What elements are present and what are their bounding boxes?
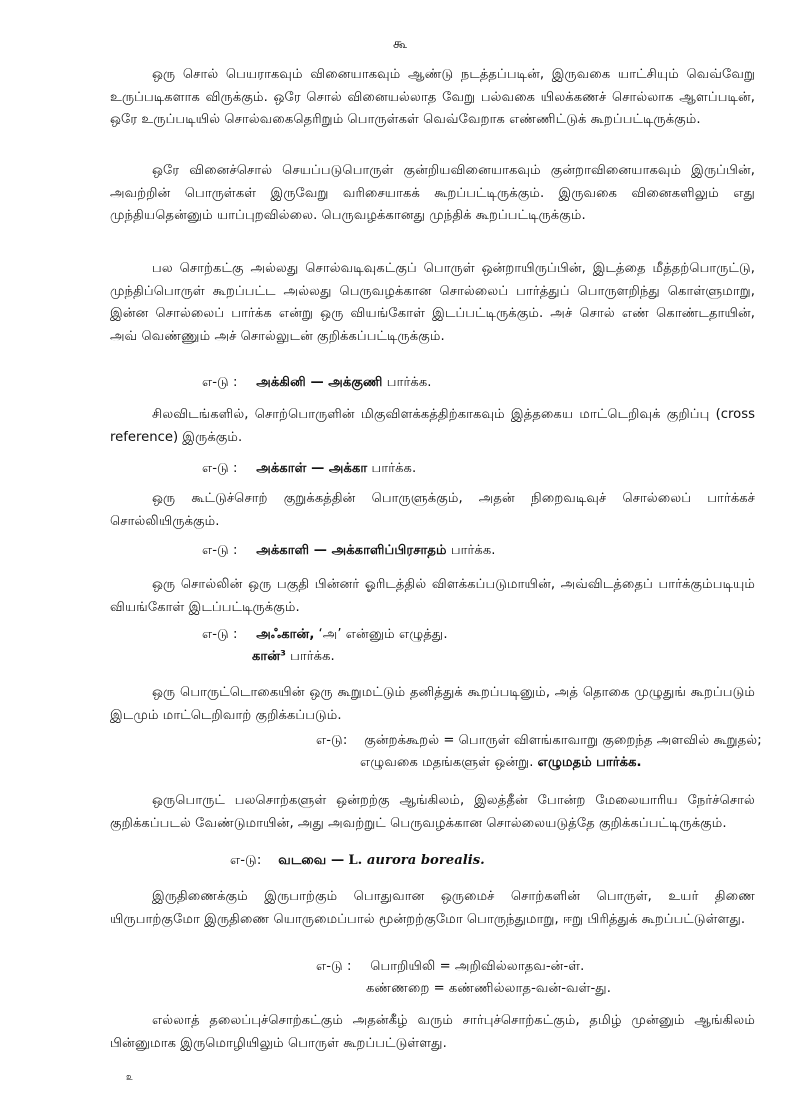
paragraph-text: ஒரு சொல் பெயராகவும் வினையாகவும் ஆண்டு நடத்தப்படின், இருவகை யாட்சியும் வெவ்வேறு உருப்படிகளாக விருக்கும். ஒரே சொல் வினையல்லாத வேறு பல்வகை யிலக்கணச் சொல்லாக ஆளப்படின், ஒரே உருப்படியில் சொல்வகைதெரிறும் பொருள்கள் வெவ்வேறாக எண்ணிட்டுக் கூறப்பட்டிருக்கும். (110, 67, 755, 127)
example-continuation (316, 978, 611, 1000)
paragraph-text: பல சொற்கட்கு அல்லது சொல்வடிவுகட்குப் பொருள் ஒன்றாயிருப்பின், இடத்தை மீத்தற்பொருட்டு, முந்திப்பொருள் கூறப்பட்ட அல்லது பெருவழக்கான சொல்லைப் பார்த்துப் பொருளறிந்து கொள்ளுமாறு, இன்ன சொல்லைப் பார்க்க என்று ஒரு வியங்கோள் இடப்பட்டிருக்கும். அச் சொல் எண் கொண்டதாயின், அவ் வெண்ணும் அச் சொல்லுடன் குறிக்கப்பட்டிருக்கும். (110, 261, 755, 344)
paragraph-4 (110, 404, 755, 449)
example-2 (202, 458, 416, 480)
paragraph-3 (110, 258, 755, 348)
example-label: எ-டு : (202, 627, 238, 642)
latin-equivalent (348, 853, 484, 868)
example-text: குன்றக்கூறல் = பொருள் விளங்காவாறு குறைந்த அளவில் கூறுதல்; (364, 733, 762, 748)
paragraph-text: ஒருபொருட் பலசொற்களுள் ஒன்றற்கு ஆங்கிலம், இலத்தீன் போன்ற மேலையாரிய நேர்ச்சொல் குறிக்கப்படல் வேண்டுமாயின், அது அவற்றுட் பெருவழக்கான சொல்லையடுத்தே குறிக்கப்பட்டிருக்கும். (110, 793, 755, 831)
paragraph-8 (110, 790, 755, 835)
example-label: எ-டு : (316, 959, 352, 974)
latin-prefix: L. (348, 853, 363, 868)
example-term: அக்காளி — அக்காளிப்பிரசாதம் (256, 543, 447, 558)
example-7 (316, 956, 611, 1000)
example-label: எ-டு: (230, 853, 262, 868)
example-term: அக்கினி — அக்குணி (256, 375, 383, 390)
example-term: அஃகான், (256, 627, 315, 642)
example-continuation (202, 646, 448, 668)
example-text: பார்க்க. (596, 755, 642, 770)
example-text: பார்க்க. (386, 375, 432, 390)
paragraph-7 (110, 682, 755, 727)
example-continuation (316, 752, 762, 774)
example-4 (202, 624, 448, 668)
paragraph-text: சிலவிடங்களில், சொற்பொருளின் மிகுவிளக்கத்திற்காகவும் இத்தகைய மாட்டெறிவுக் குறிப்பு (cross reference) இருக்கும். (110, 407, 755, 445)
example-text: எழுவகை மதங்களுள் ஒன்று. (360, 755, 534, 770)
footer-mark: ௨ (126, 1072, 134, 1083)
page-number: கூ (392, 36, 408, 52)
example-label: எ-டு : (202, 543, 238, 558)
paragraph-6 (110, 574, 755, 619)
example-term: வடவை — (278, 853, 345, 868)
paragraph-text: இருதிணைக்கும் இருபாற்கும் பொதுவான ஒருமைச் சொற்களின் பொருள், உயர் திணை யிருபாற்குமோ இருதிணை யொருமைப்பால் மூன்றற்குமோ பொருந்துமாறு, ஈறு பிரித்துக் கூறப்பட்டுள்ளது. (110, 889, 755, 927)
example-text: பொறியிலி = அறிவில்லாதவ-ன்-ள். (370, 959, 585, 974)
paragraph-text: எல்லாத் தலைப்புச்சொற்கட்கும் அதன்கீழ் வரும் சார்புச்சொற்கட்கும், தமிழ் முன்னும் ஆங்கிலம் பின்னுமாக இருமொழியிலும் பொருள் கூறப்பட்டுள்ளது. (110, 1013, 755, 1051)
example-1 (202, 372, 431, 394)
example-text: பார்க்க. (450, 543, 496, 558)
example-3 (202, 540, 495, 562)
example-5 (316, 730, 762, 774)
example-label: எ-டு : (202, 375, 238, 390)
example-text: பார்க்க. (371, 461, 417, 476)
paragraph-text: ஒரு சொல்லின் ஒரு பகுதி பின்னர் ஓரிடத்தில் விளக்கப்படுமாயின், அவ்விடத்தைப் பார்க்கும்படியும் வியங்கோள் இடப்பட்டிருக்கும். (110, 577, 755, 615)
example-label: எ-டு : (202, 461, 238, 476)
example-term: அக்காள் — அக்கா (256, 461, 368, 476)
paragraph-2 (110, 160, 755, 228)
paragraph-text: ஒரு கூட்டுச்சொற் குறுக்கத்தின் பொருளுக்கும், அதன் நிறைவடிவுச் சொல்லைப் பார்க்கச் சொல்லியிருக்கும். (110, 491, 755, 529)
paragraph-10 (110, 1010, 755, 1055)
example-label: எ-டு: (316, 733, 348, 748)
paragraph-9 (110, 886, 755, 931)
example-text: கண்ணறை = கண்ணில்லாத-வன்-வள்-து. (366, 981, 611, 996)
paragraph-5 (110, 488, 755, 533)
example-term: எழுமதம் (537, 755, 592, 770)
example-6 (230, 850, 485, 872)
example-text: ‘அ’ என்னும் எழுத்து. (318, 627, 448, 642)
example-text: பார்க்க. (290, 649, 335, 664)
paragraph-text: ஒரு பொருட்டொகையின் ஒரு கூறுமட்டும் தனித்துக் கூறப்படினும், அத் தொகை முழுதுங் கூறப்படும் இடமும் மாட்டெறிவாற் குறிக்கப்படும். (110, 685, 755, 723)
paragraph-1 (110, 64, 755, 132)
paragraph-text: ஒரே வினைச்சொல் செயப்படுபொருள் குன்றியவினையாகவும் குன்றாவினையாகவும் இருப்பின், அவற்றின் பொருள்கள் இருவேறு வரிசையாகக் கூறப்பட்டிருக்கும். இருவகை வினைகளிலும் எது முந்தியதென்னும் யாப்புறவில்லை. பெருவழக்கானது முந்திக் கூறப்பட்டிருக்கும். (110, 163, 755, 223)
example-term: கான்³ (252, 649, 286, 664)
latin-term: aurora borealis. (366, 853, 485, 868)
